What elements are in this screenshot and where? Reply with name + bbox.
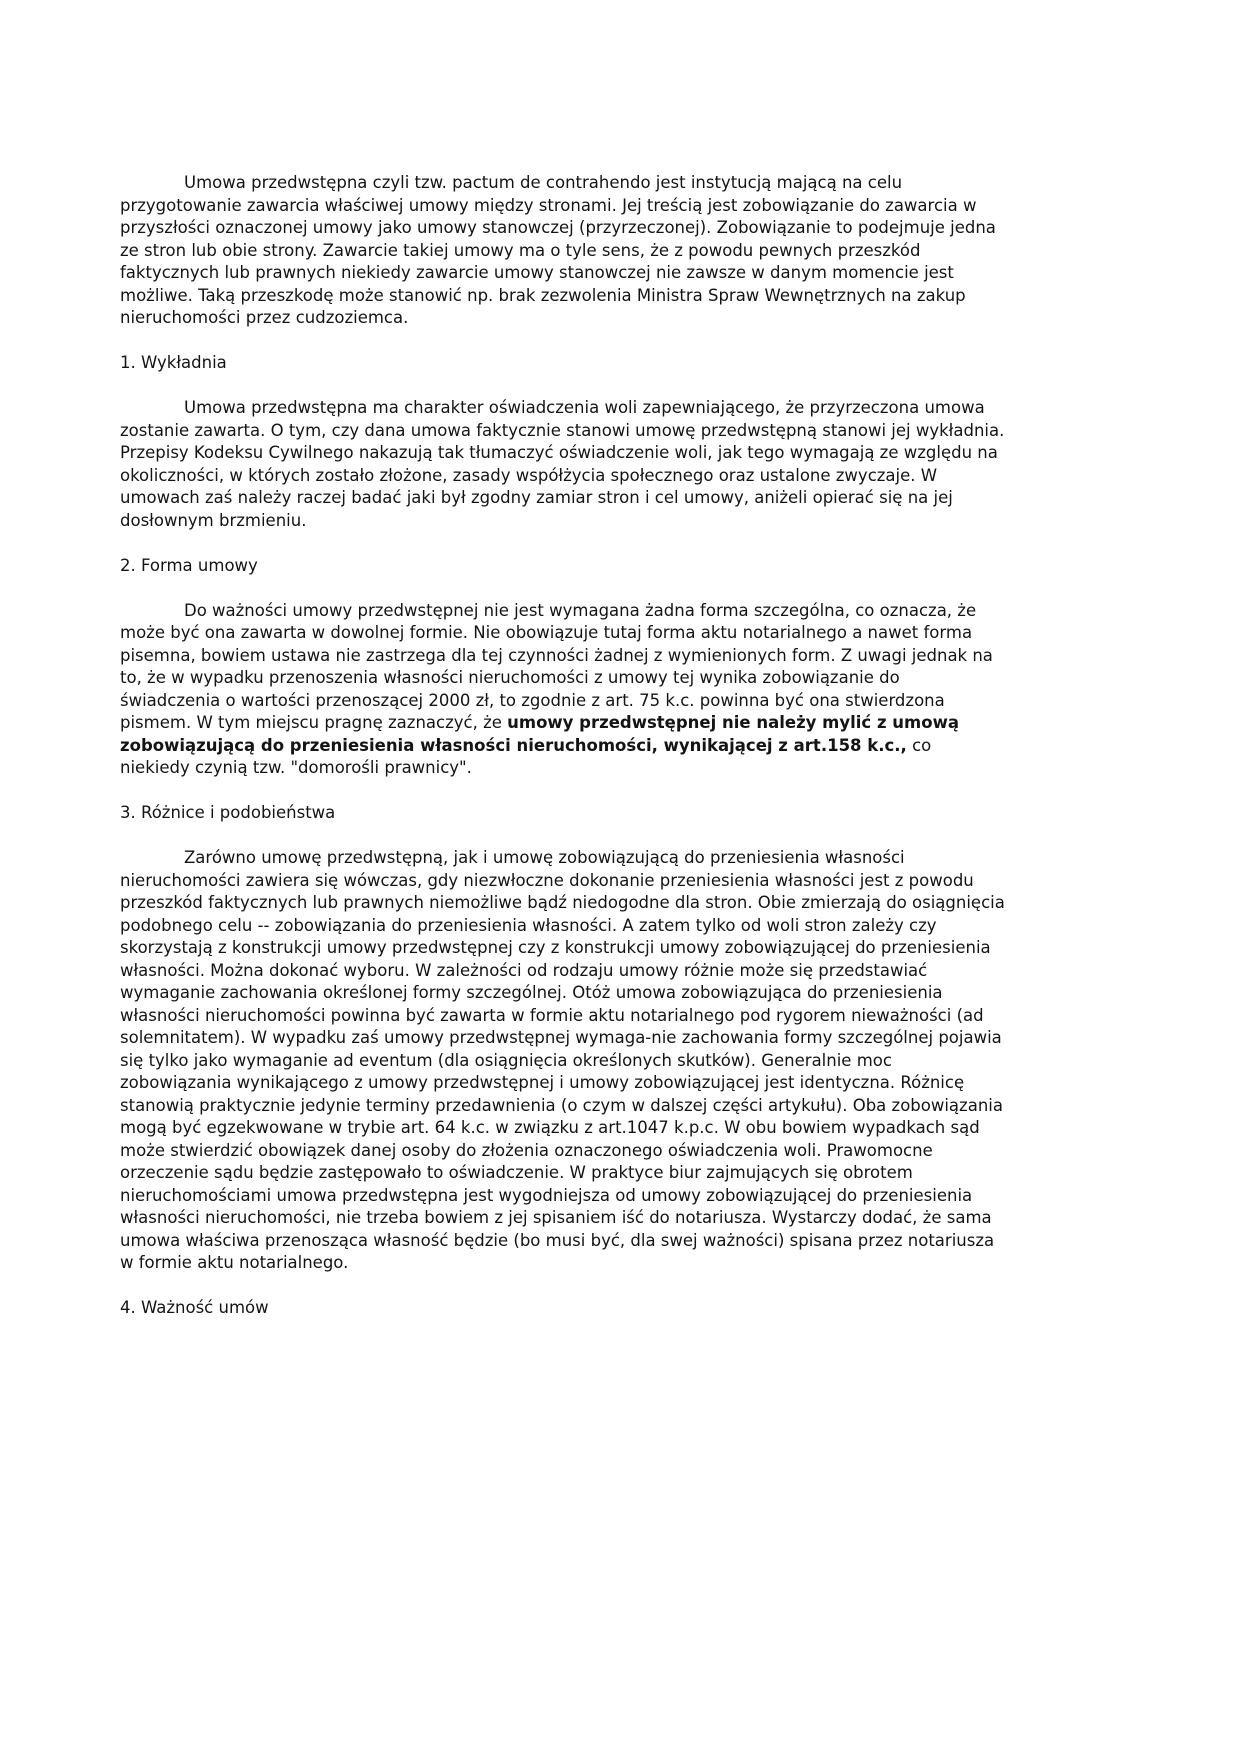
section-1-paragraph: Umowa przedwstępna ma charakter oświadczenia woli zapewniającego, że przyrzeczona umowa zostanie zawarta. O tym, czy dana umowa faktycznie stanowi umowę przedwstępną stanowi jej wykładnia. Przepisy Kodeksu Cywilnego nakazują tak tłumaczyć oświadczenie woli, jak tego wymagają ze względu na okoliczności, w których zostało złożone, zasady współżycia społecznego oraz ustalone zwyczaje. W umowach zaś należy raczej badać jaki był zgodny zamiar stron i cel umowy, aniżeli opierać się na jej dosłownym brzmieniu.: [120, 398, 1005, 530]
section-3-heading: 3. Różnice i podobieństwa: [120, 803, 336, 822]
section-2-paragraph-text-start: Do ważności umowy przedwstępnej nie jest wymagana żadna forma szczególna, co oznacza, że może być ona zawarta w dowolnej formie. Nie obowiązuje tutaj forma aktu notarialnego a nawet forma pisemna, bowiem ustawa nie zastrzega dla tej czynności żadnej z wymienionych form. Z uwagi jednak na to, że w wypadku przenoszenia własności nieruchomości z umowy tej wynika zobowiązanie do świadczenia o wartości przenoszącej 2000 zł, to zgodnie z art. 75 k.c. powinna być ona stwierdzona pismem. W tym miejscu pragnę zaznaczyć, że: [120, 600, 993, 732]
section-2-heading: 2. Forma umowy: [120, 555, 258, 575]
section-2-paragraph: [120, 600, 1005, 780]
intro-paragraph: Umowa przedwstępna czyli tzw. pactum de contrahendo jest instytucją mającą na celu przygotowanie zawarcia właściwej umowy między stronami. Jej treścią jest zobowiązanie do zawarcia w przyszłości oznaczonej umowy jako umowy stanowczej (przyrzeczonej). Zobowiązanie to podejmuje jedna ze stron lub obie strony. Zawarcie takiej umowy ma o tyle sens, że z powodu pewnych przeszkód faktycznych lub prawnych niekiedy zawarcie umowy stanowczej nie zawsze w danym momencie jest możliwe. Taką przeszkodę może stanowić np. brak zezwolenia Ministra Spraw Wewnętrznych na zakup nieruchomości przez cudzoziemca.: [120, 173, 996, 327]
section-2-paragraph-bold-text: umowy przedwstępnej nie należy mylić z umową zobowiązującą do przeniesienia własności nieruchomości, wynikającej z art.158 k.c.,: [120, 713, 959, 755]
section-4-heading: 4. Ważność umów: [120, 1298, 269, 1317]
section-2-paragraph-text-end: co niekiedy czynią tzw. "domorośli prawnicy".: [120, 735, 932, 777]
section-3-paragraph: Zarówno umowę przedwstępną, jak i umowę zobowiązującą do przeniesienia własności nieruchomości zawiera się wówczas, gdy niezwłoczne dokonanie przeniesienia własności jest z powodu przeszkód faktycznych lub prawnych niemożliwe bądź niedogodne dla stron. Obie zmierzają do osiągnięcia podobnego celu -- zobowiązania do przeniesienia własności. A zatem tylko od woli stron zależy czy skorzystają z konstrukcji umowy przedwstępnej czy z konstrukcji umowy zobowiązującej do przeniesienia własności. Można dokonać wyboru. W zależności od rodzaju umowy różnie może się przedstawiać wymaganie zachowania określonej formy szczególnej. Otóż umowa zobowiązująca do przeniesienia własności nieruchomości powinna być zawarta w formie aktu notarialnego pod rygorem nieważności (ad solemnitatem). W wypadku zaś umowy przedwstępnej wymaga-nie zachowania formy szczególnej pojawia się tylko jako wymaganie ad eventum (dla osiągnięcia określonych skutków). Generalnie moc zobowiązania wynikającego z umowy przedwstępnej i umowy zobowiązującej jest identyczna. Różnicę stanowią praktycznie jedynie terminy przedawnienia (o czym w dalszej części artykułu). Oba zobowiązania mogą być egzekwowane w trybie art. 64 k.c. w związku z art.1047 k.p.c. W obu bowiem wypadkach sąd może stwierdzić obowiązek danej osoby do złożenia oznaczonego oświadczenia woli. Prawomocne orzeczenie sądu będzie zastępowało to oświadczenie. W praktyce biur zajmujących się obrotem nieruchomościami umowa przedwstępna jest wygodniejsza od umowy zobowiązującej do przeniesienia własności nieruchomości, nie trzeba bowiem z jej spisaniem iść do notariusza. Wystarczy dodać, że sama umowa właściwa przenosząca własność będzie (bo musi być, dla swej ważności) spisana przez notariusza w formie aktu notarialnego.: [120, 848, 1005, 1272]
section-1-heading: 1. Wykładnia: [120, 353, 227, 372]
